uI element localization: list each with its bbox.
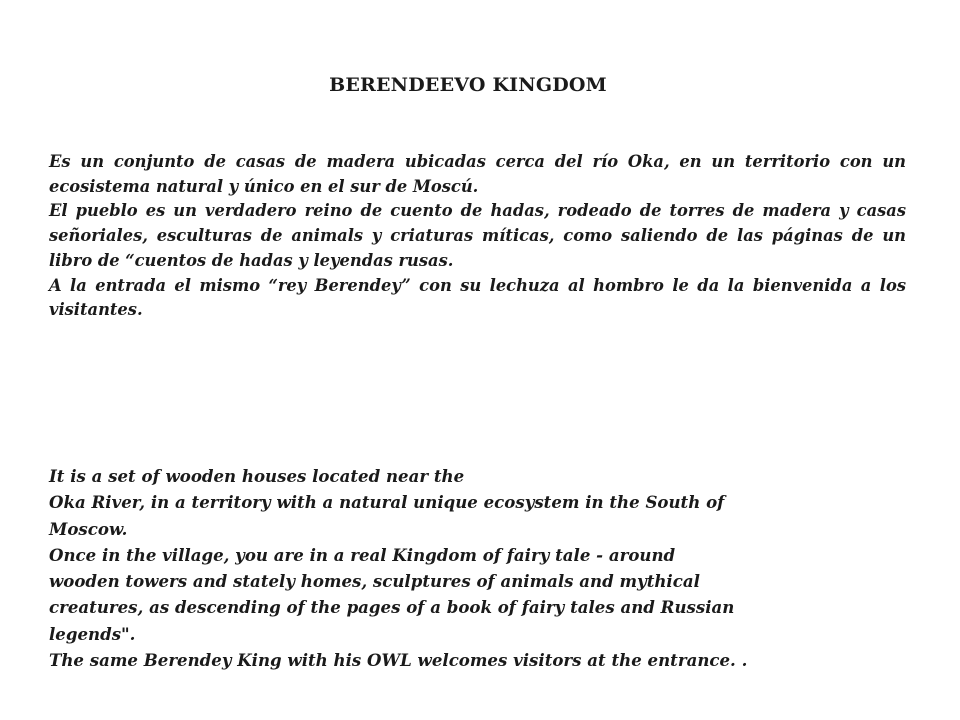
- english-line: legends".: [49, 623, 136, 644]
- english-text-block: [49, 463, 909, 673]
- english-line: The same Berendey King with his OWL welcomes visitors at the entrance. .: [49, 650, 748, 671]
- spanish-paragraph: El pueblo es un verdadero reino de cuento de hadas, rodeado de torres de madera y casas señoriales, esculturas de animals y criaturas míticas, como saliendo de las páginas de un libro de “cuentos de hadas y leyendas rusas.: [49, 201, 906, 270]
- english-line: wooden towers and stately homes, sculptures of animals and mythical: [49, 571, 700, 592]
- english-line: creatures, as descending of the pages of a book of fairy tales and Russian: [49, 597, 735, 618]
- english-line: Moscow.: [49, 518, 128, 539]
- english-line: Oka River, in a territory with a natural unique ecosystem in the South of: [49, 492, 725, 513]
- spanish-paragraph: A la entrada el mismo “rey Berendey” con su lechuza al hombro le da la bienvenida a los visitantes.: [49, 275, 906, 320]
- english-line: It is a set of wooden houses located near the: [49, 466, 465, 486]
- spanish-text-block: [49, 150, 906, 323]
- slide-title: BERENDEEVO KINGDOM: [329, 74, 607, 96]
- spanish-paragraph: Es un conjunto de casas de madera ubicadas cerca del río Oka, en un territorio con un ecosistema natural y único en el sur de Moscú.: [49, 152, 906, 196]
- english-line: Once in the village, you are in a real Kingdom of fairy tale - around: [49, 544, 676, 565]
